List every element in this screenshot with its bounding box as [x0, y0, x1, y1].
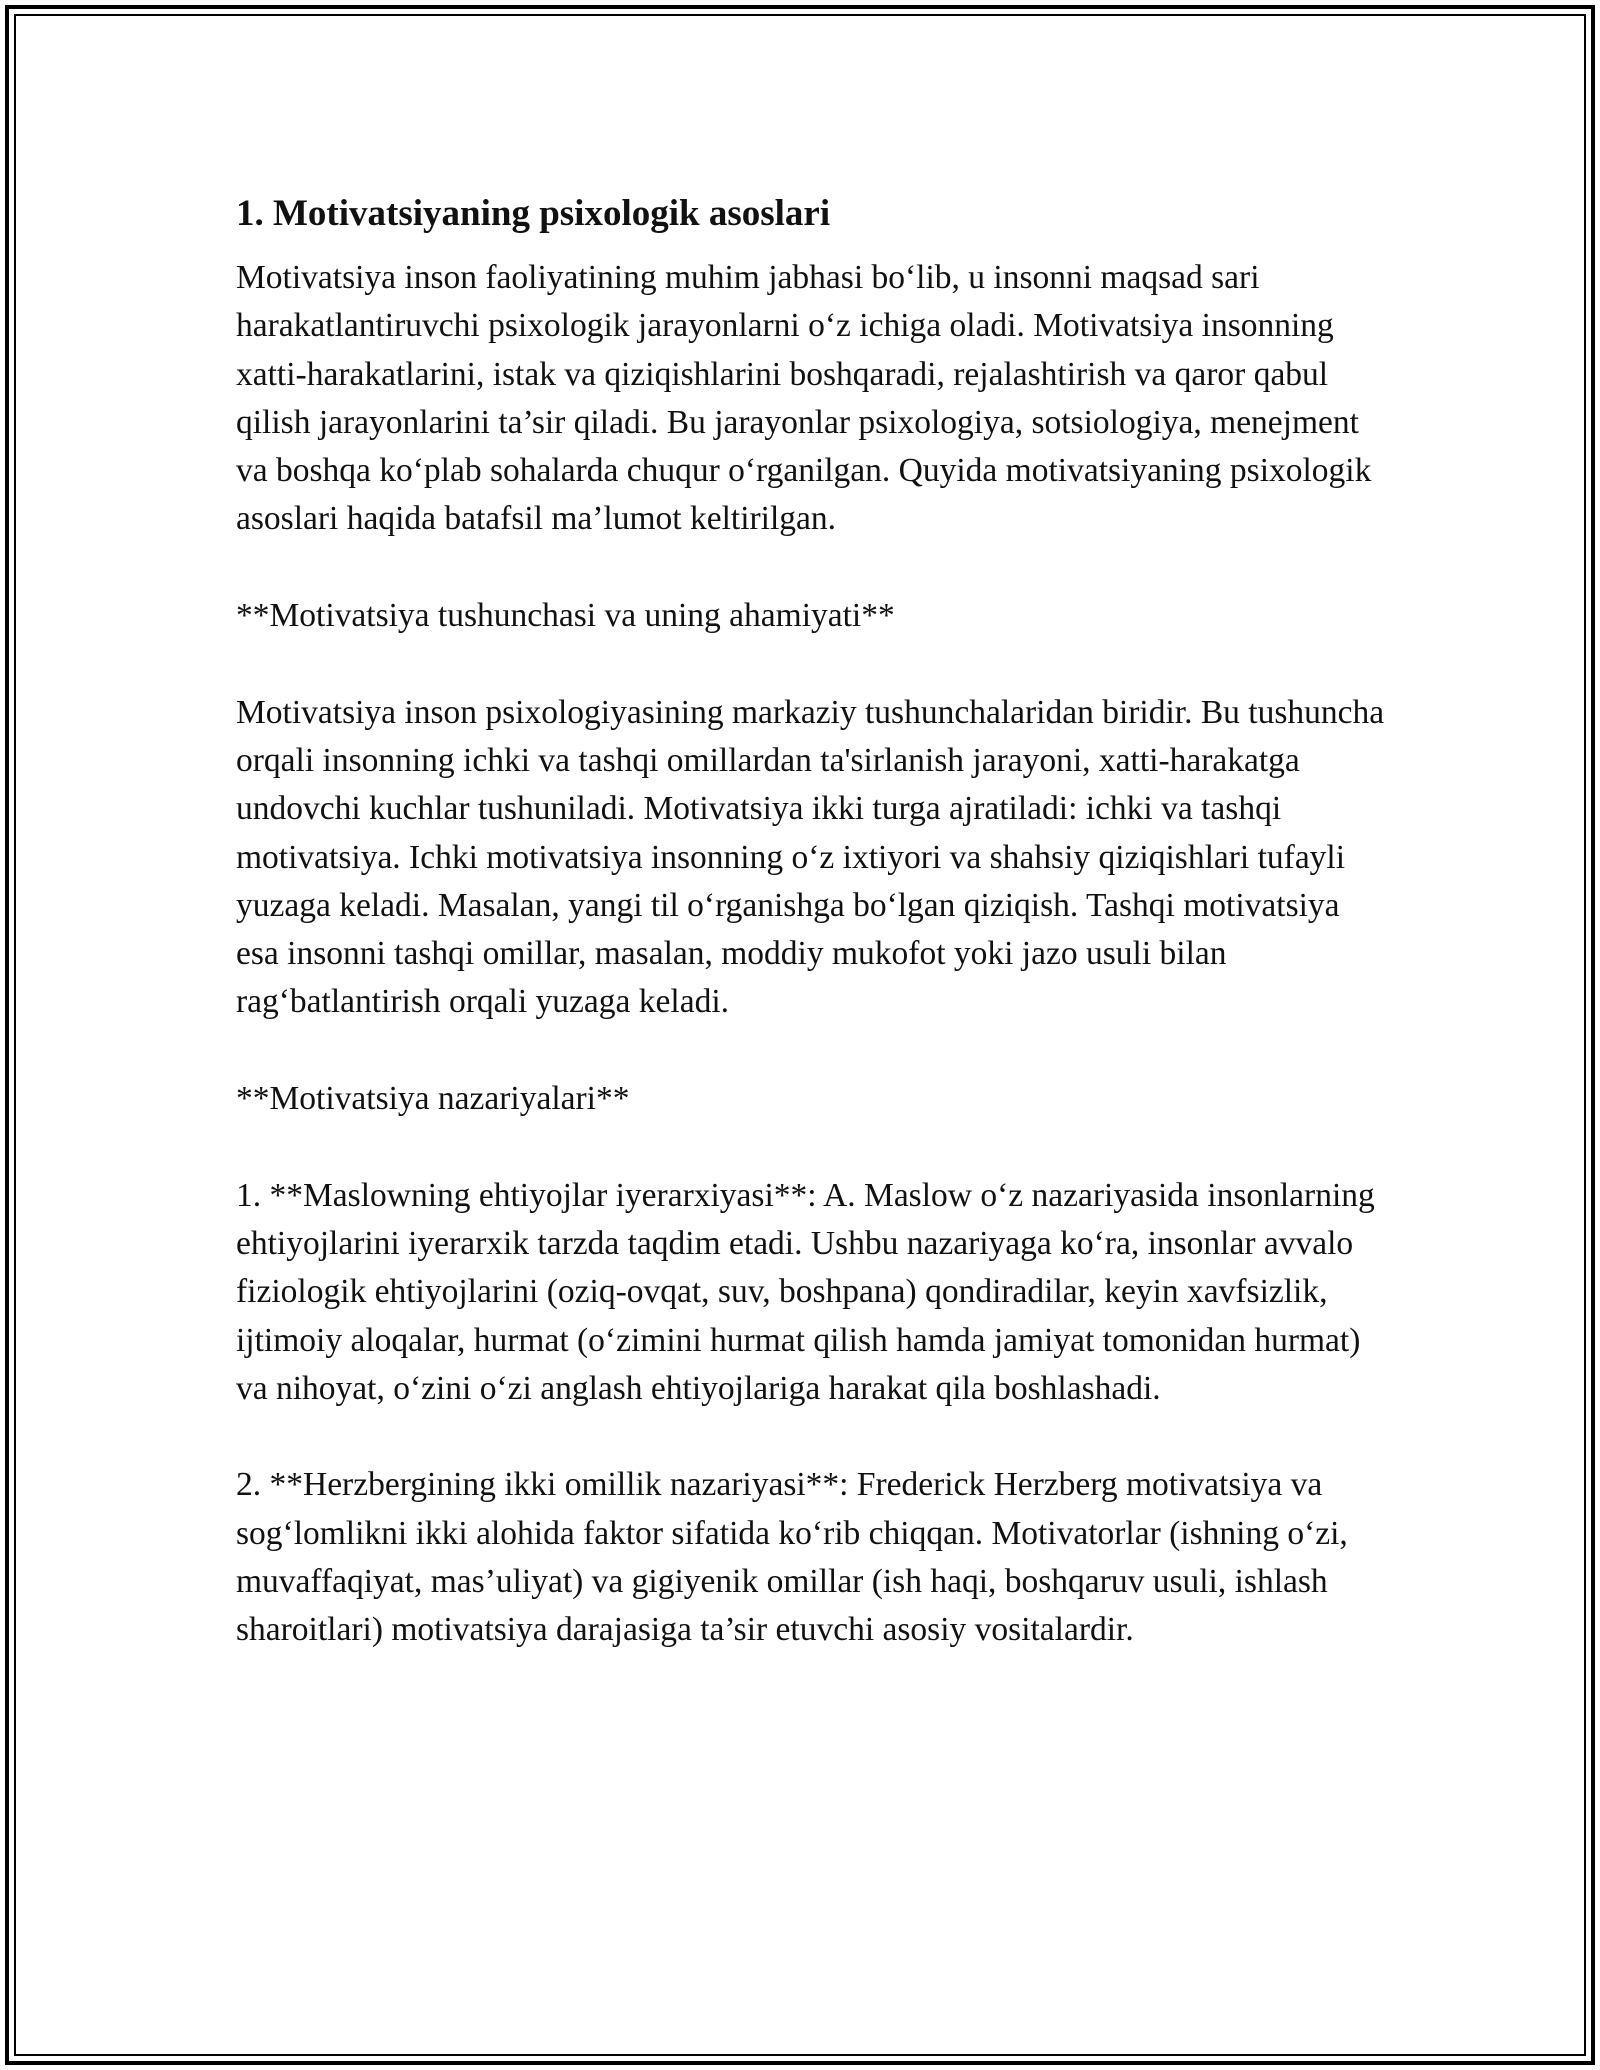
section-heading-motivation-theories: **Motivatsiya nazariyalari** — [236, 1080, 630, 1118]
maslow-theory-paragraph: 1. **Maslowning ehtiyojlar iyerarxiyasi**: A. Maslow o‘z nazariyasida insonlarning ehtiyojlarini iyerarxik tarzda taqdim etadi. Ushbu nazariyaga ko‘ra, insonlar avvalo fiziologik ehtiyojlarini (oziq-ovqat, suv, boshpana) qondiradilar, keyin xavfsizlik, ijtimoiy aloqalar, hurmat (o‘zimini hurmat qilish hamda jamiyat tomonidan hurmat) va nihoyat, o‘zini o‘zi anglash ehtiyojlariga harakat qila boshlashadi. — [236, 1176, 1375, 1407]
paragraph-spacer — [236, 1123, 1386, 1171]
paragraph-spacer — [236, 544, 1386, 592]
paragraph-spacer — [236, 1027, 1386, 1075]
document-body — [236, 188, 1386, 1655]
section-heading-motivation-concept: **Motivatsiya tushunchasi va uning ahamiyati** — [236, 597, 895, 635]
paragraph-spacer — [236, 1413, 1386, 1461]
intro-paragraph: Motivatsiya inson faoliyatining muhim jabhasi bo‘lib, u insonni maqsad sari harakatlantiruvchi psixologik jarayonlarni o‘z ichiga oladi. Motivatsiya insonning xatti-harakatlarini, istak va qiziqishlarini boshqaradi, rejalashtirish va qaror qabul qilish jarayonlarini ta’sir qiladi. Bu jarayonlar psixologiya, sotsiologiya, menejment va boshqa ko‘plab sohalarda chuqur o‘rganilgan. Quyida motivatsiyaning psixologik asoslari haqida batafsil ma’lumot keltirilgan. — [236, 259, 1372, 538]
document-title: 1. Motivatsiyaning psixologik asoslari — [236, 193, 831, 234]
motivation-concept-paragraph: Motivatsiya inson psixologiyasining markaziy tushunchalaridan biridir. Bu tushuncha orqali insonning ichki va tashqi omillardan ta'sirlanish jarayoni, xatti-harakatga undovchi kuchlar tushuniladi. Motivatsiya ikki turga ajratiladi: ichki va tashqi motivatsiya. Ichki motivatsiya insonning o‘z ixtiyori va shahsiy qiziqishlari tufayli yuzaga keladi. Masalan, yangi til o‘rganishga bo‘lgan qiziqish. Tashqi motivatsiya esa insonni tashqi omillar, masalan, moddiy mukofot yoki jazo usuli bilan rag‘batlantirish orqali yuzaga keladi. — [236, 693, 1385, 1021]
herzberg-theory-paragraph: 2. **Herzbergining ikki omillik nazariyasi**: Frederick Herzberg motivatsiya va sog‘lomlikni ikki alohida faktor sifatida ko‘rib chiqqan. Motivatorlar (ishning o‘zi, muvaffaqiyat, mas’uliyat) va gigiyenik omillar (ish haqi, boshqaruv usuli, ishlash sharoitlari) motivatsiya darajasiga ta’sir etuvchi asosiy vositalardir. — [236, 1466, 1348, 1649]
paragraph-spacer — [236, 640, 1386, 688]
